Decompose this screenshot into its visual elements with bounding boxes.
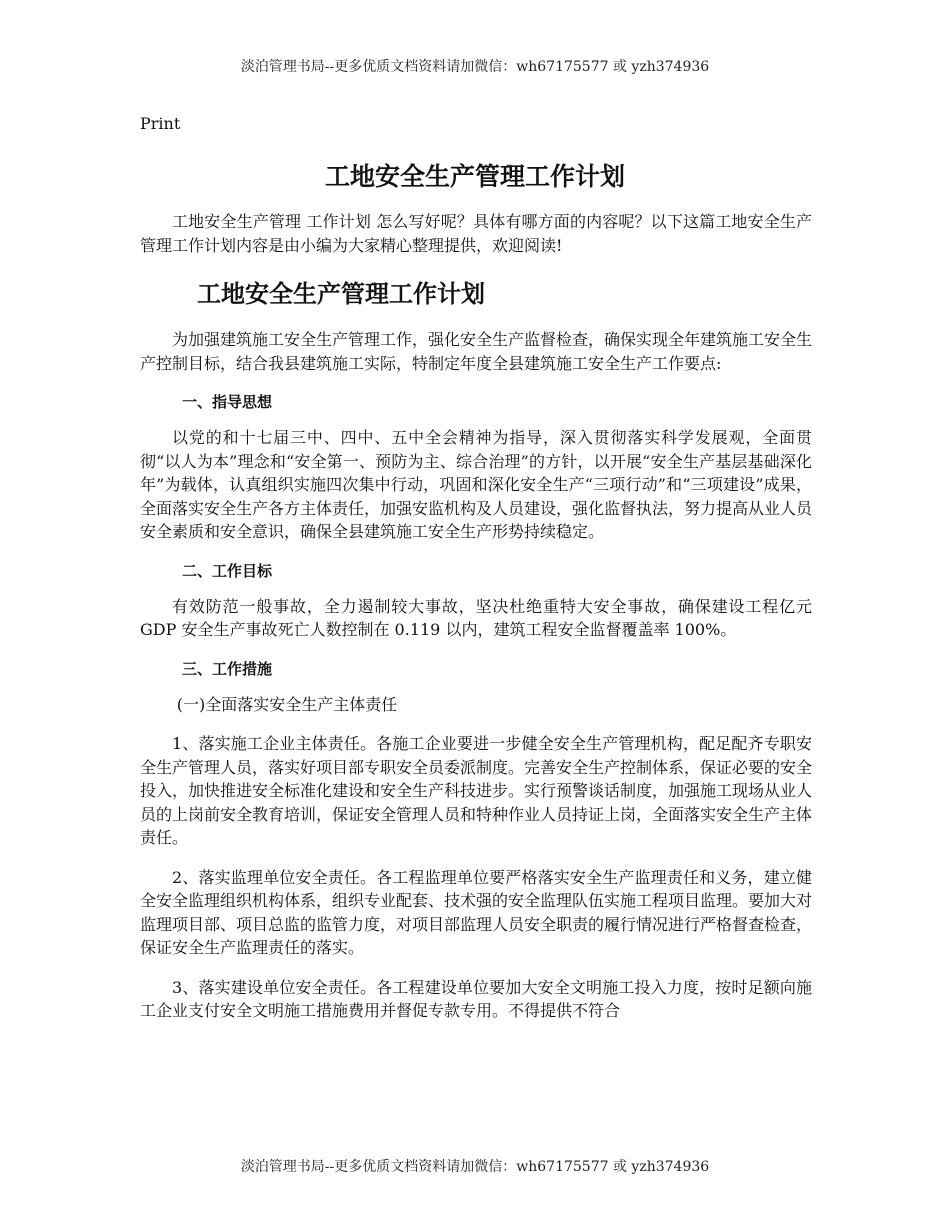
subheading-responsibility: (一)全面落实安全生产主体责任 — [176, 694, 398, 714]
page-footer-watermark: 淡泊管理书局--更多优质文档资料请加微信：wh67175577 或 yzh374936 — [240, 1159, 710, 1175]
measure-item: 2、落实监理单位安全责任。各工程监理单位要严格落实安全生产监理责任和义务，建立健全安全监理组织机构体系，组织专业配套、技术强的安全监理队伍实施工程项目监理。要加大对监理项目部、项目总监的监管力度，对项目部监理人员安全职责的履行情况进行严格督查检查，保证安全生产监理责任的落实。 — [140, 867, 813, 957]
print-label: Print — [140, 114, 181, 133]
lead-paragraph: 为加强建筑施工安全生产管理工作，强化安全生产监督检查，确保实现全年建筑施工安全生产控制目标，结合我县建筑施工实际，特制定年度全县建筑施工安全生产工作要点: — [140, 330, 813, 373]
heading-guiding-ideology: 一、指导思想 — [182, 393, 273, 411]
document-title: 工地安全生产管理工作计划 — [324, 162, 625, 191]
heading-work-measures: 三、工作措施 — [182, 659, 273, 678]
section-title: 工地安全生产管理工作计划 — [197, 279, 485, 308]
measure-item: 3、落实建设单位安全责任。各工程建设单位要加大安全文明施工投入力度，按时足额向施工企业支付安全文明施工措施费用并督促专款专用。不得提供不符合 — [140, 977, 812, 1020]
document-body — [140, 210, 812, 1039]
measure-item: 1、落实施工企业主体责任。各施工企业要进一步健全安全生产管理机构，配足配齐专职安全生产管理人员，落实好项目部专职安全员委派制度。完善安全生产控制体系，保证必要的安全投入，加快推进安全标准化建设和安全生产科技进步。实行预警谈话制度，加强施工现场从业人员的上岗前安全教育培训，保证安全管理人员和特种作业人员持证上岗，全面落实安全生产主体责任。 — [140, 734, 813, 847]
heading-work-goals: 二、工作目标 — [182, 561, 273, 580]
paragraph-work-goals: 有效防范一般事故，全力遏制较大事故，坚决杜绝重特大安全事故，确保建设工程亿元 GDP 安全生产事故死亡人数控制在 0.119 以内，建筑工程安全监督覆盖率 100%。 — [140, 596, 812, 639]
page-header-watermark: 淡泊管理书局--更多优质文档资料请加微信：wh67175577 或 yzh374936 — [240, 59, 710, 75]
paragraph-guiding-ideology: 以党的和十七届三中、四中、五中全会精神为指导，深入贯彻落实科学发展观，全面贯彻“以人为本”理念和“安全第一、预防为主、综合治理”的方针，以开展“安全生产基层基础深化年”为载体，认真组织实施四次集中行动，巩固和深化安全生产“三项行动”和“三项建设”成果，全面落实安全生产各方主体责任，加强安监机构及人员建设，强化监督执法，努力提高从业人员安全素质和安全意识，确保全县建筑施工安全生产形势持续稳定。 — [140, 428, 813, 541]
intro-paragraph: 工地安全生产管理 工作计划 怎么写好呢？具体有哪方面的内容呢？以下这篇工地安全生产管理工作计划内容是由小编为大家精心整理提供，欢迎阅读! — [140, 212, 812, 255]
